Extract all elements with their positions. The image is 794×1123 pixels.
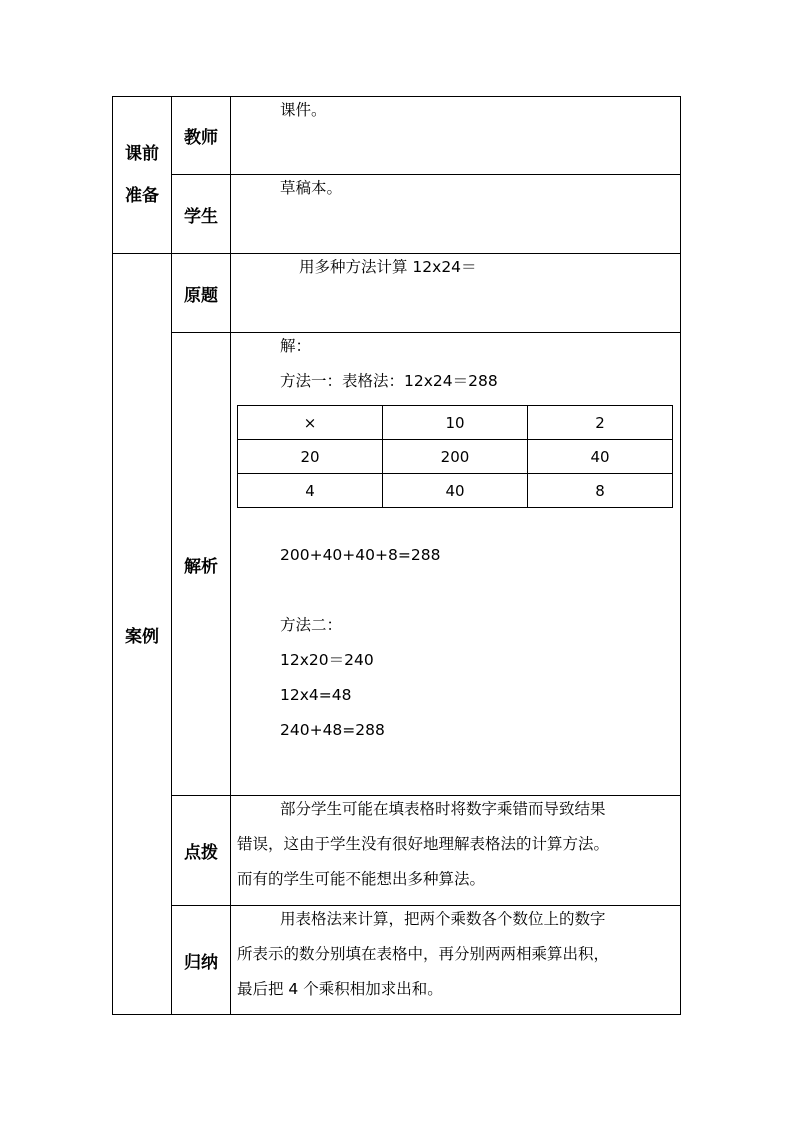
step3-text: 240+48=288	[280, 721, 385, 739]
student-label: 学生	[172, 175, 231, 254]
grid-cell: 10	[383, 406, 528, 440]
grid-cell: ×	[238, 406, 383, 440]
grid-cell: 2	[528, 406, 673, 440]
solve-text: 解：	[280, 337, 312, 355]
grid-cell: 4	[238, 474, 383, 508]
summary-line: 最后把 4 个乘积相加求出和。	[237, 980, 443, 998]
hint-line: 而有的学生可能不能想出多种算法。	[237, 870, 486, 888]
sum1-text: 200+40+40+8=288	[280, 546, 441, 564]
student-content	[231, 175, 681, 254]
grid-cell: 40	[383, 474, 528, 508]
teacher-text: 课件。	[280, 101, 327, 119]
summary-content	[231, 906, 681, 1015]
multiplication-grid	[237, 405, 673, 508]
prep-label-line2: 准备	[125, 186, 159, 206]
problem-row	[113, 254, 681, 333]
step1-text: 12x20＝240	[280, 651, 374, 669]
analysis-content	[231, 333, 681, 796]
problem-content	[231, 254, 681, 333]
problem-text: 用多种方法计算 12x24＝	[299, 258, 477, 276]
problem-label: 原题	[172, 254, 231, 333]
hint-row	[113, 796, 681, 906]
hint-content	[231, 796, 681, 906]
grid-row	[238, 406, 673, 440]
hint-label: 点拨	[172, 796, 231, 906]
teacher-row	[113, 97, 681, 175]
method2-text: 方法二：	[280, 616, 343, 634]
prep-label-line1: 课前	[125, 144, 159, 164]
grid-row	[238, 474, 673, 508]
teacher-content	[231, 97, 681, 175]
hint-line: 部分学生可能在填表格时将数字乘错而导致结果	[280, 800, 606, 818]
summary-row	[113, 906, 681, 1015]
grid-cell: 8	[528, 474, 673, 508]
grid-cell: 200	[383, 440, 528, 474]
summary-line: 用表格法来计算，把两个乘数各个数位上的数字	[280, 910, 606, 928]
teacher-label: 教师	[172, 97, 231, 175]
grid-cell: 40	[528, 440, 673, 474]
grid-row	[238, 440, 673, 474]
case-label: 案例	[113, 254, 172, 1015]
step2-text: 12x4=48	[280, 686, 352, 704]
summary-line: 所表示的数分别填在表格中，再分别两两相乘算出积，	[237, 945, 610, 963]
analysis-row	[113, 333, 681, 796]
student-text: 草稿本。	[280, 179, 343, 197]
hint-line: 错误，这由于学生没有很好地理解表格法的计算方法。	[237, 835, 610, 853]
grid-cell: 20	[238, 440, 383, 474]
lesson-table	[112, 96, 681, 1015]
analysis-label: 解析	[172, 333, 231, 796]
prep-label-cell	[113, 97, 172, 254]
student-row	[113, 175, 681, 254]
summary-label: 归纳	[172, 906, 231, 1015]
method1-text: 方法一：表格法：12x24＝288	[280, 372, 498, 390]
